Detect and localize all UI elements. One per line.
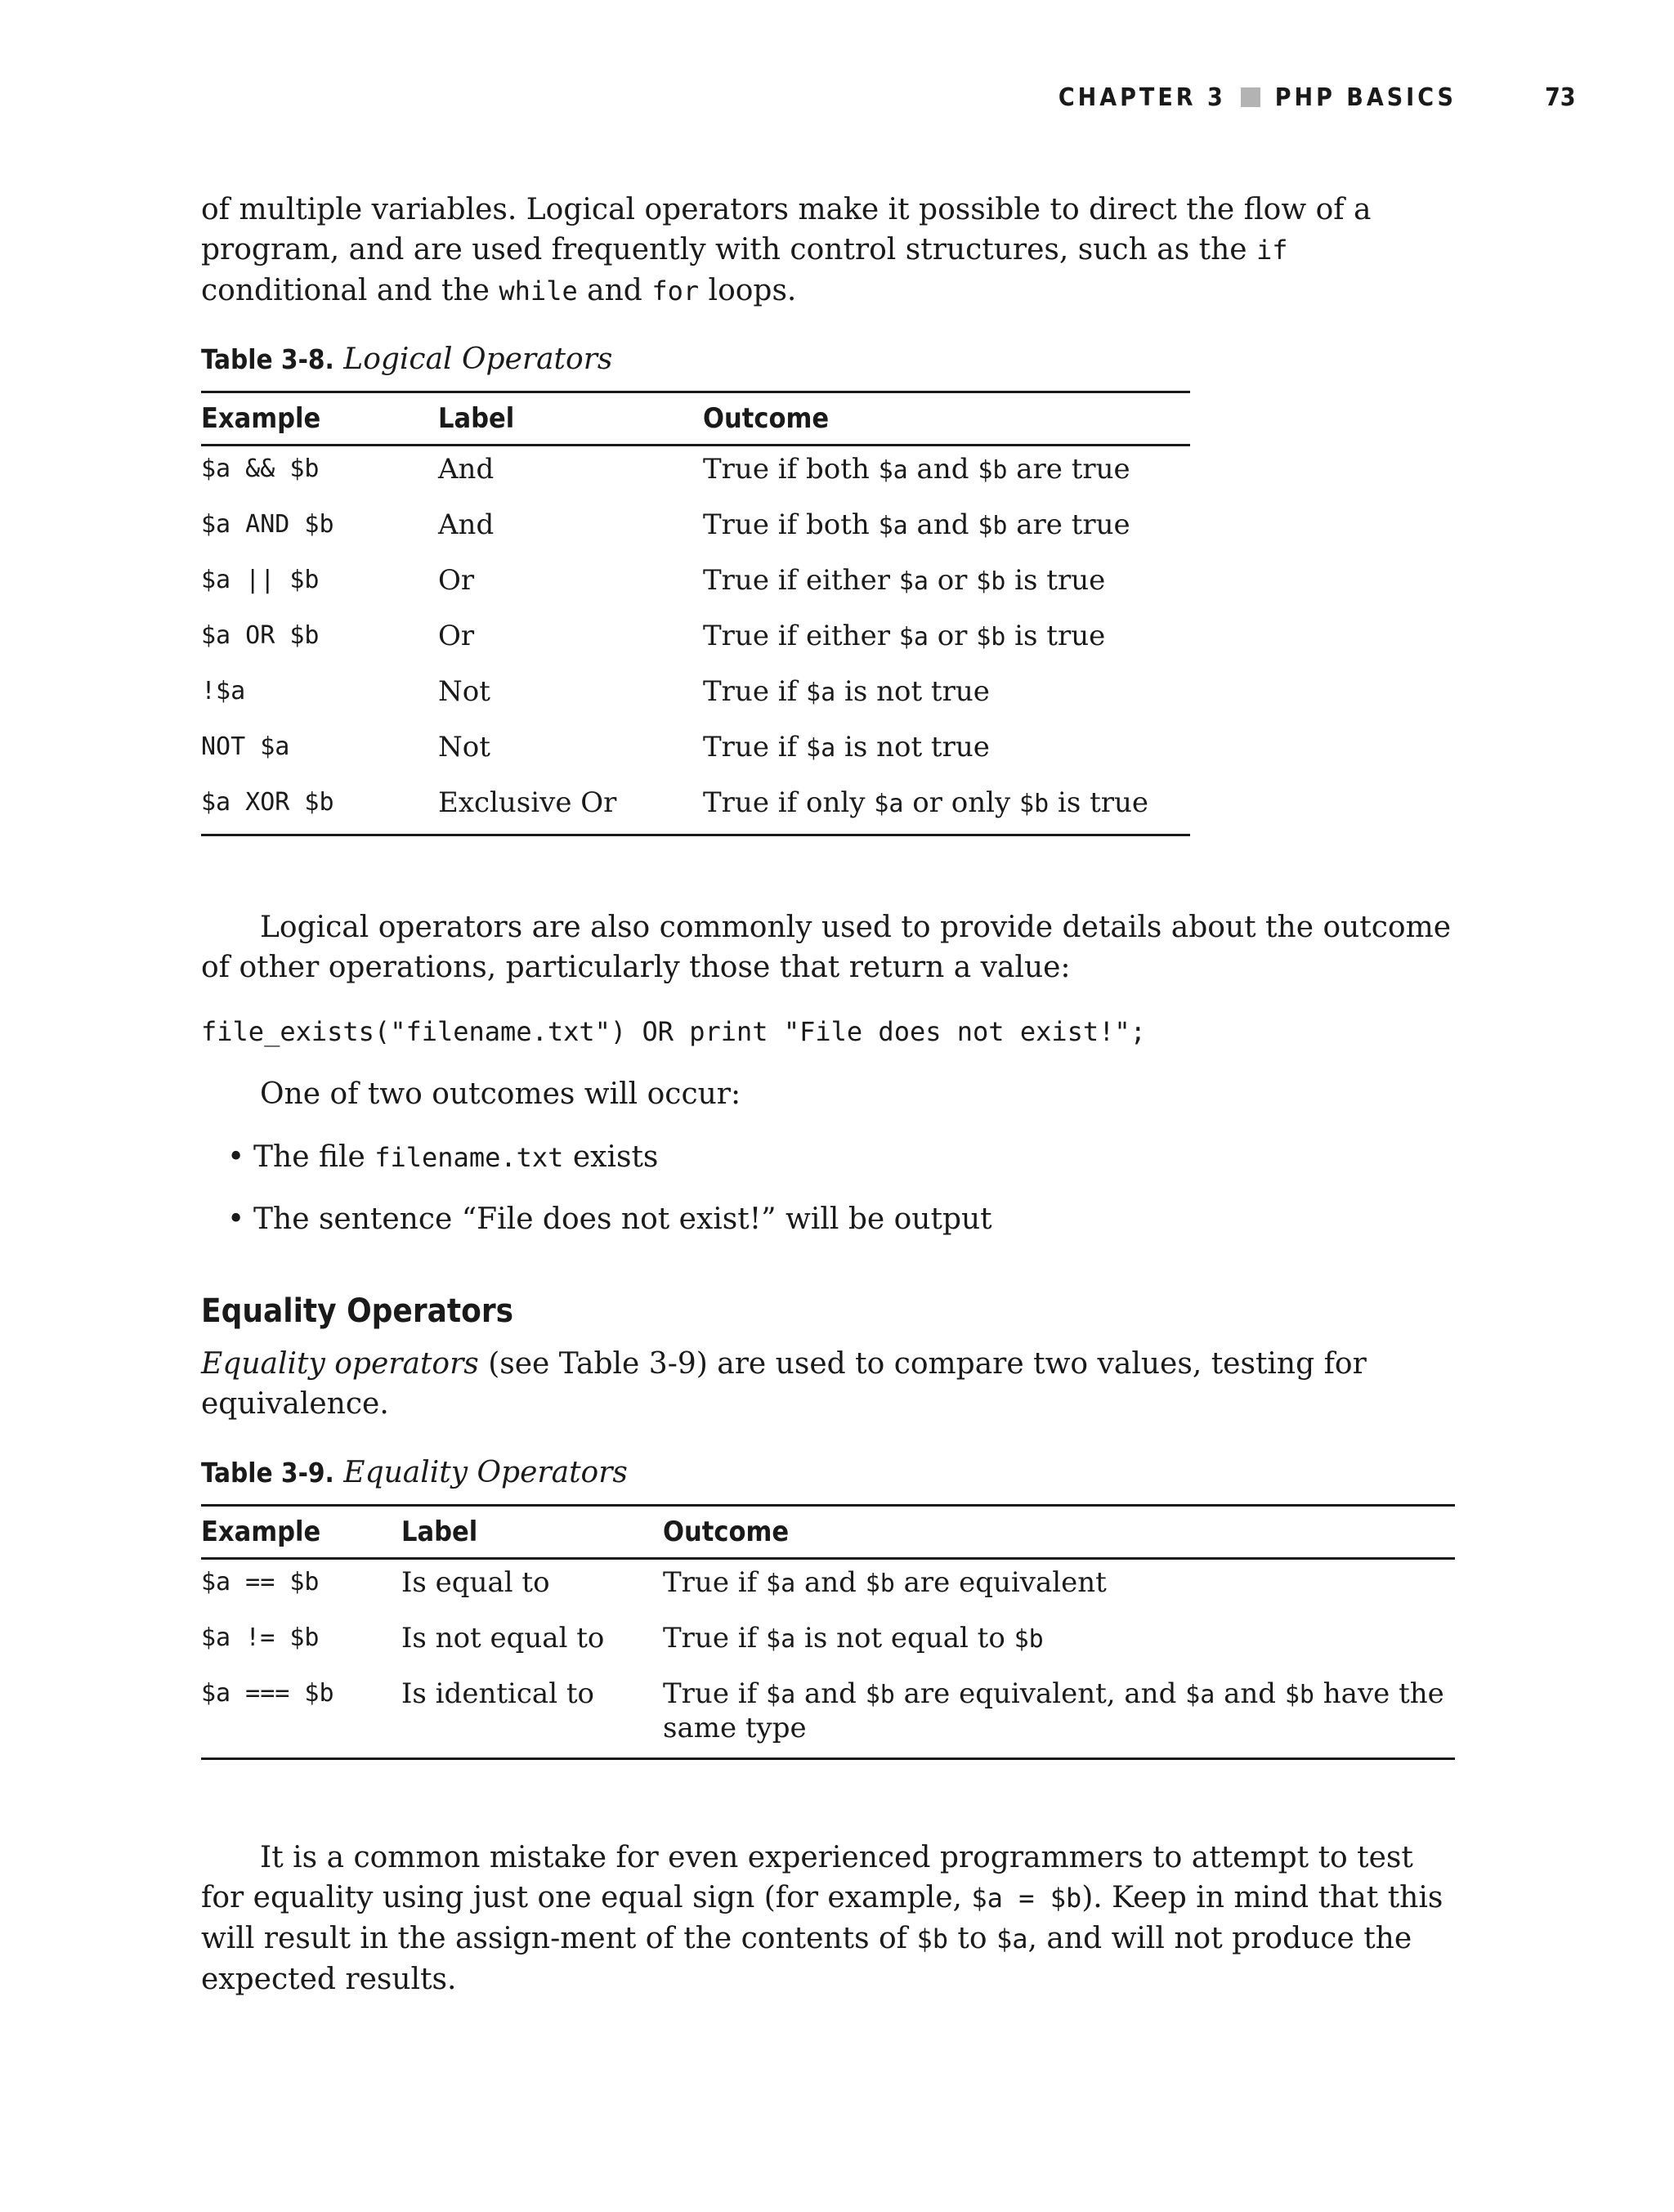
table-row — [201, 777, 1190, 835]
square-bullet-icon — [1241, 87, 1260, 107]
cell-example: $a XOR $b — [201, 788, 334, 817]
cell-text: are true — [1007, 453, 1130, 486]
cell-outcome — [703, 499, 1190, 554]
table-row — [201, 665, 1190, 721]
cell-example: $a || $b — [201, 566, 320, 594]
cell-text: True if — [703, 675, 807, 708]
bullet-1-text: The file — [253, 1140, 375, 1174]
cell-text: True if either — [703, 620, 899, 652]
cell-text: and — [795, 1566, 866, 1599]
cell-example: $a === $b — [201, 1679, 334, 1708]
cell-label: Exclusive Or — [438, 786, 617, 819]
table-row — [201, 1612, 1455, 1668]
inline-code: $a — [898, 623, 929, 652]
intro-text-1: of multiple variables. Logical operators make it possible to direct the flow of a program, and are used frequently with control structures, such as the — [201, 193, 1372, 266]
cell-text: or — [928, 564, 977, 597]
table-3-9-title: Equality Operators — [343, 1456, 628, 1489]
cell-outcome — [663, 1559, 1455, 1613]
equality-paragraph — [201, 1344, 1460, 1424]
chapter-title — [1059, 80, 1457, 116]
cell-text: and — [795, 1677, 866, 1710]
table-3-9-number: Table 3-9. — [201, 1457, 334, 1489]
inline-code: $a — [806, 734, 836, 763]
table-row — [201, 721, 1190, 777]
intro-paragraph — [201, 190, 1460, 311]
cell-text: True if both — [703, 508, 879, 541]
inline-code: $a — [898, 567, 929, 596]
closing-text-4: , and will not produce the expected results. — [201, 1922, 1412, 1996]
cell-text: or — [928, 620, 977, 652]
inline-code: $b — [976, 623, 1006, 652]
cell-example: $a == $b — [201, 1568, 320, 1596]
code-while: while — [499, 275, 578, 307]
closing-code-3: $a — [996, 1923, 1028, 1955]
cell-text: are equivalent, and — [894, 1677, 1186, 1710]
closing-text-2: ). Keep in mind that this will result in the assign-ment of the contents of — [201, 1881, 1443, 1955]
table-header-row — [201, 392, 1190, 446]
table-3-8-caption — [201, 342, 612, 378]
cell-text: True if either — [703, 564, 899, 597]
intro-text-3: and — [577, 274, 652, 307]
inline-code: $a — [1185, 1681, 1215, 1709]
equality-operators-table — [201, 1504, 1455, 1760]
cell-text: and — [907, 453, 978, 486]
cell-text: are equivalent — [894, 1566, 1107, 1599]
inline-code: $b — [1019, 790, 1050, 818]
code-example: file_exists("filename.txt") OR print "File does not exist!"; — [201, 1016, 1146, 1047]
cell-text: is not true — [835, 675, 990, 708]
table-3-8-number: Table 3-8. — [201, 343, 334, 375]
table-body — [201, 446, 1190, 835]
cell-label: Not — [438, 675, 490, 708]
header-example: Example — [201, 1516, 321, 1548]
table-row — [201, 610, 1190, 665]
cell-label: And — [438, 508, 495, 541]
bullet-dot-icon: • — [227, 1202, 245, 1236]
cell-text: True if only — [703, 786, 875, 819]
inline-code: $a — [874, 790, 904, 818]
closing-code-1: $a = $b — [971, 1883, 1082, 1914]
cell-outcome — [663, 1668, 1455, 1759]
running-header — [0, 80, 1674, 116]
table-3-8-title: Logical Operators — [343, 343, 613, 376]
bullet-1-code: filename.txt — [374, 1142, 564, 1173]
cell-text: True if — [703, 731, 807, 763]
chapter-label: CHAPTER 3 — [1058, 83, 1226, 112]
cell-text: True if — [663, 1566, 767, 1599]
table-header-row — [201, 1506, 1455, 1559]
cell-outcome — [703, 554, 1190, 610]
cell-example: NOT $a — [201, 732, 290, 761]
table-row — [201, 446, 1190, 499]
list-item — [227, 1138, 659, 1177]
closing-code-2: $b — [916, 1923, 948, 1955]
equality-term: Equality operators — [201, 1347, 479, 1381]
closing-text-1: It is a common mistake for even experienced programmers to attempt to test for equality using just one equal sign (for example, — [201, 1841, 1413, 1914]
list-item — [227, 1200, 992, 1239]
inline-code: $b — [865, 1681, 895, 1709]
cell-text: is true — [1005, 564, 1106, 597]
code-if: if — [1256, 235, 1288, 266]
bullet-1-text-end: exists — [563, 1140, 659, 1174]
inline-code: $a — [766, 1625, 796, 1654]
bullet-dot-icon: • — [227, 1140, 245, 1174]
header-outcome: Outcome — [703, 402, 830, 435]
header-example: Example — [201, 402, 321, 435]
cell-text: and — [1215, 1677, 1285, 1710]
inline-code: $b — [1284, 1681, 1314, 1709]
table-row — [201, 1668, 1455, 1759]
outcomes-intro: One of two outcomes will occur: — [260, 1077, 741, 1111]
bullet-2-text: The sentence “File does not exist!” will be output — [253, 1202, 992, 1236]
inline-code: $b — [978, 512, 1008, 540]
cell-outcome — [703, 777, 1190, 835]
header-label: Label — [401, 1516, 478, 1548]
header-outcome: Outcome — [663, 1516, 790, 1548]
inline-code: $b — [1014, 1625, 1044, 1654]
inline-code: $a — [878, 512, 908, 540]
intro-text-2: conditional and the — [201, 274, 499, 307]
cell-outcome — [703, 610, 1190, 665]
cell-outcome — [663, 1612, 1455, 1668]
inline-code: $a — [766, 1681, 796, 1709]
cell-text: have the same type — [663, 1677, 1444, 1744]
section-heading: Equality Operators — [201, 1292, 513, 1330]
cell-text: True if — [663, 1677, 767, 1710]
table-row — [201, 554, 1190, 610]
cell-example: $a != $b — [201, 1623, 320, 1652]
inline-code: $b — [978, 456, 1008, 485]
closing-text-3: to — [947, 1922, 997, 1955]
cell-text: and — [907, 508, 978, 541]
inline-code: $a — [766, 1569, 796, 1598]
cell-example: $a AND $b — [201, 510, 334, 539]
closing-paragraph — [201, 1838, 1463, 1999]
cell-text: or only — [903, 786, 1020, 819]
cell-text: is not equal to — [795, 1622, 1014, 1655]
table-row — [201, 1559, 1455, 1613]
cell-text: is true — [1049, 786, 1149, 819]
logical-operators-table — [201, 391, 1190, 836]
cell-label: Not — [438, 731, 490, 763]
inline-code: $b — [976, 567, 1006, 596]
inline-code: $b — [865, 1569, 895, 1598]
cell-text: True if both — [703, 453, 879, 486]
inline-code: $a — [878, 456, 908, 485]
section-label: PHP BASICS — [1274, 83, 1457, 112]
cell-label: Is equal to — [401, 1566, 550, 1599]
cell-text: is not true — [835, 731, 990, 763]
header-label: Label — [438, 402, 515, 435]
cell-text: True if — [663, 1622, 767, 1655]
table-body — [201, 1559, 1455, 1759]
cell-text: are true — [1007, 508, 1130, 541]
cell-example: $a OR $b — [201, 621, 320, 650]
inline-code: $a — [806, 678, 836, 707]
page-number: 73 — [1545, 83, 1576, 112]
intro-text-4: loops. — [699, 274, 797, 307]
cell-outcome — [703, 446, 1190, 499]
equality-desc: (see Table 3-9) are used to compare two values, testing for equivalence. — [201, 1347, 1367, 1421]
cell-outcome — [703, 721, 1190, 777]
cell-outcome — [703, 665, 1190, 721]
table-3-9-caption — [201, 1455, 628, 1491]
cell-label: Is identical to — [401, 1677, 595, 1710]
table-row — [201, 499, 1190, 554]
logical-paragraph: Logical operators are also commonly used to provide details about the outcome of other operations, particularly those that return a value: — [201, 911, 1452, 984]
cell-label: And — [438, 453, 495, 486]
cell-label: Is not equal to — [401, 1622, 605, 1655]
cell-text: is true — [1005, 620, 1106, 652]
cell-example: $a && $b — [201, 454, 320, 483]
code-for: for — [651, 275, 700, 307]
cell-example: !$a — [201, 677, 246, 705]
cell-label: Or — [438, 620, 475, 652]
cell-label: Or — [438, 564, 475, 597]
